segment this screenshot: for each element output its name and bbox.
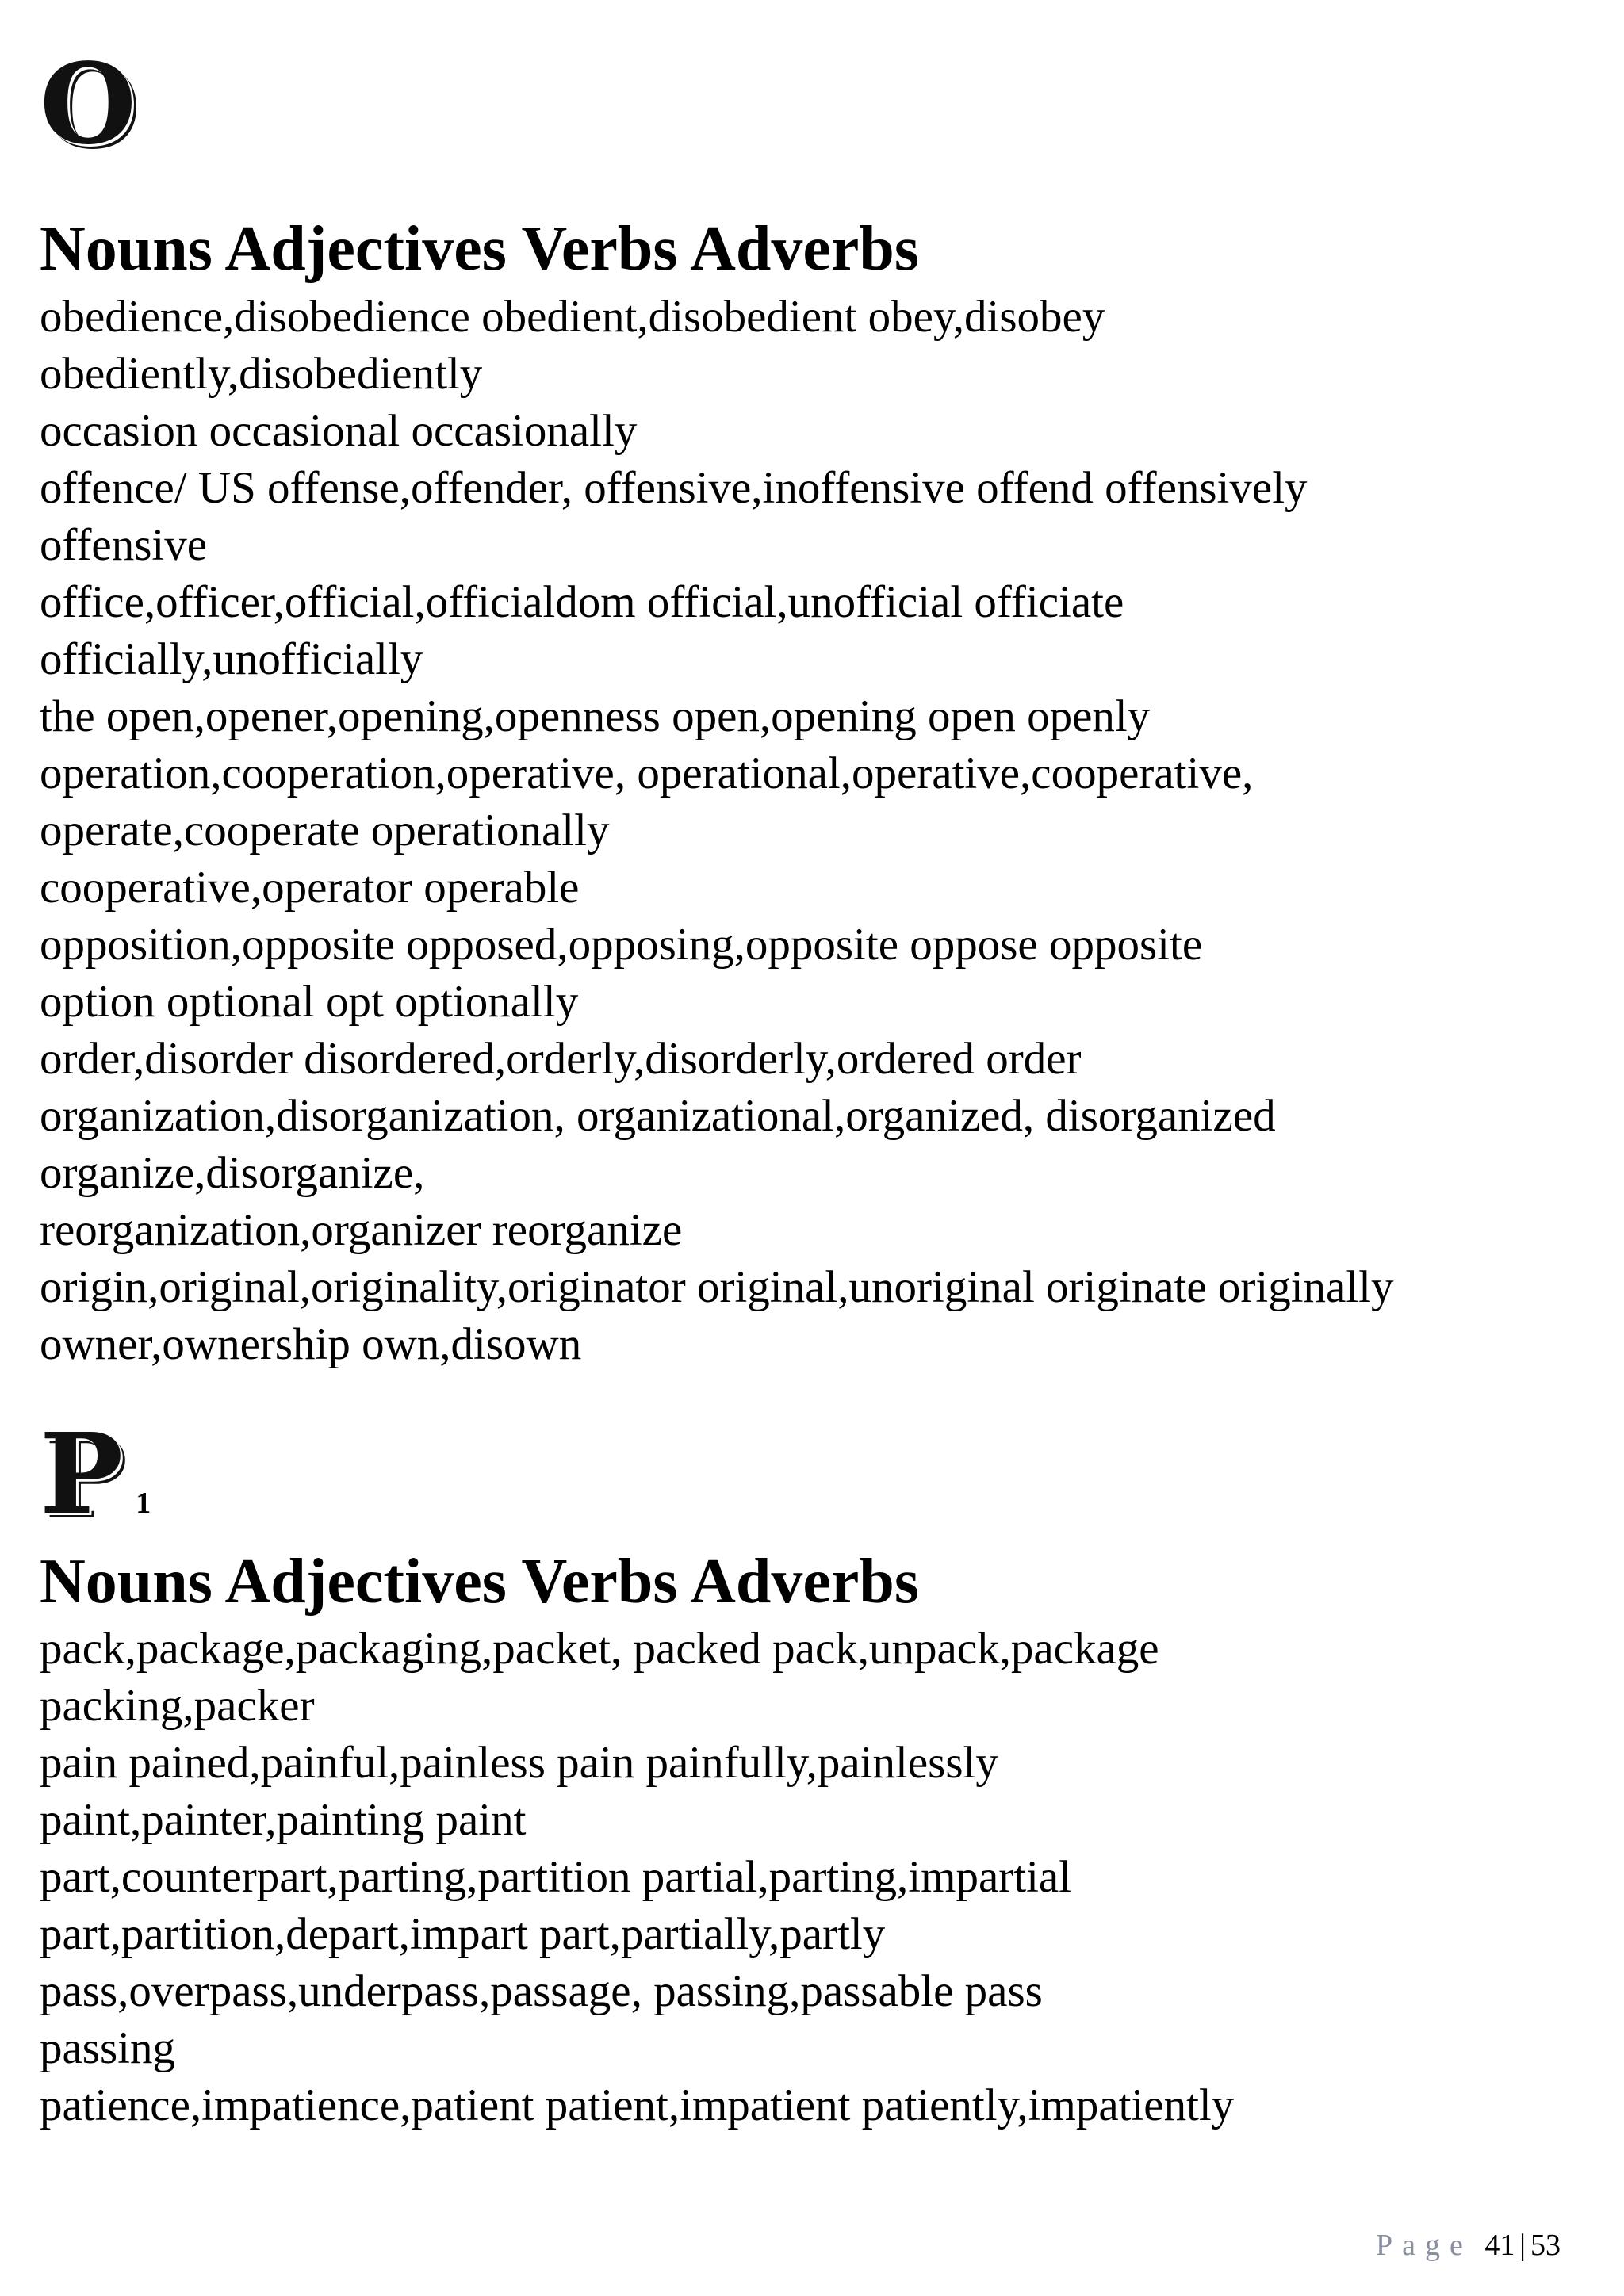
list-item: option optional opt optionally bbox=[40, 977, 579, 1027]
section-letter-p-group bbox=[40, 1410, 151, 1540]
page-number-total: 53 bbox=[1530, 2229, 1561, 2262]
list-item: owner,ownership own,disown bbox=[40, 1319, 582, 1369]
list-item: the open,opener,opening,openness open,opening open openly bbox=[40, 691, 1151, 741]
list-item: order,disorder disordered,orderly,disorderly,ordered order bbox=[40, 1034, 1082, 1084]
list-item: part,counterpart,parting,partition partial,parting,impartial bbox=[40, 1852, 1072, 1902]
page-label: Page bbox=[1376, 2229, 1473, 2262]
list-item: offence/ US offense,offender, offensive,inoffensive offend offensively bbox=[40, 463, 1308, 513]
word-family-list-p bbox=[40, 1621, 1234, 2134]
list-item: cooperative,operator operable bbox=[40, 863, 580, 913]
list-item: occasion occasional occasionally bbox=[40, 406, 638, 456]
page-footer bbox=[1376, 2228, 1561, 2263]
page-number-separator: | bbox=[1519, 2229, 1526, 2262]
section-letter-o: O bbox=[40, 40, 135, 170]
list-item: reorganization,organizer reorganize bbox=[40, 1205, 683, 1255]
section-heading-o: Nouns Adjectives Verbs Adverbs bbox=[40, 214, 920, 284]
list-item: patience,impatience,patient patient,impatient patiently,impatiently bbox=[40, 2080, 1235, 2130]
list-item: operation,cooperation,operative, operational,operative,cooperative, bbox=[40, 748, 1254, 798]
page-number-current: 41 bbox=[1484, 2229, 1515, 2262]
list-item: pain pained,painful,painless pain painfully,painlessly bbox=[40, 1738, 998, 1788]
list-item: organization,disorganization, organizational,organized, disorganized bbox=[40, 1091, 1276, 1141]
list-item: paint,painter,painting paint bbox=[40, 1795, 527, 1845]
list-item: pack,package,packaging,packet, packed pack,unpack,package bbox=[40, 1624, 1159, 1674]
list-item: obedience,disobedience obedient,disobedient obey,disobey bbox=[40, 292, 1105, 342]
list-item: officially,unofficially bbox=[40, 634, 423, 684]
list-item: offensive bbox=[40, 520, 208, 570]
section-heading-p: Nouns Adjectives Verbs Adverbs bbox=[40, 1547, 920, 1617]
list-item: organize,disorganize, bbox=[40, 1148, 425, 1198]
list-item: obediently,disobediently bbox=[40, 349, 483, 399]
list-item: passing bbox=[40, 2023, 175, 2073]
word-family-list-o bbox=[40, 289, 1394, 1373]
section-letter-p: P bbox=[40, 1410, 122, 1540]
list-item: origin,original,originality,originator original,unoriginal originate originally bbox=[40, 1262, 1394, 1312]
footnote-mark[interactable]: 1 bbox=[136, 1487, 151, 1520]
list-item: part,partition,depart,impart part,partially,partly bbox=[40, 1909, 886, 1959]
list-item: operate,cooperate operationally bbox=[40, 806, 610, 855]
list-item: packing,packer bbox=[40, 1681, 315, 1731]
list-item: pass,overpass,underpass,passage, passing,passable pass bbox=[40, 1966, 1043, 2016]
list-item: opposition,opposite opposed,opposing,opposite oppose opposite bbox=[40, 920, 1203, 970]
list-item: office,officer,official,officialdom official,unofficial officiate bbox=[40, 577, 1124, 627]
